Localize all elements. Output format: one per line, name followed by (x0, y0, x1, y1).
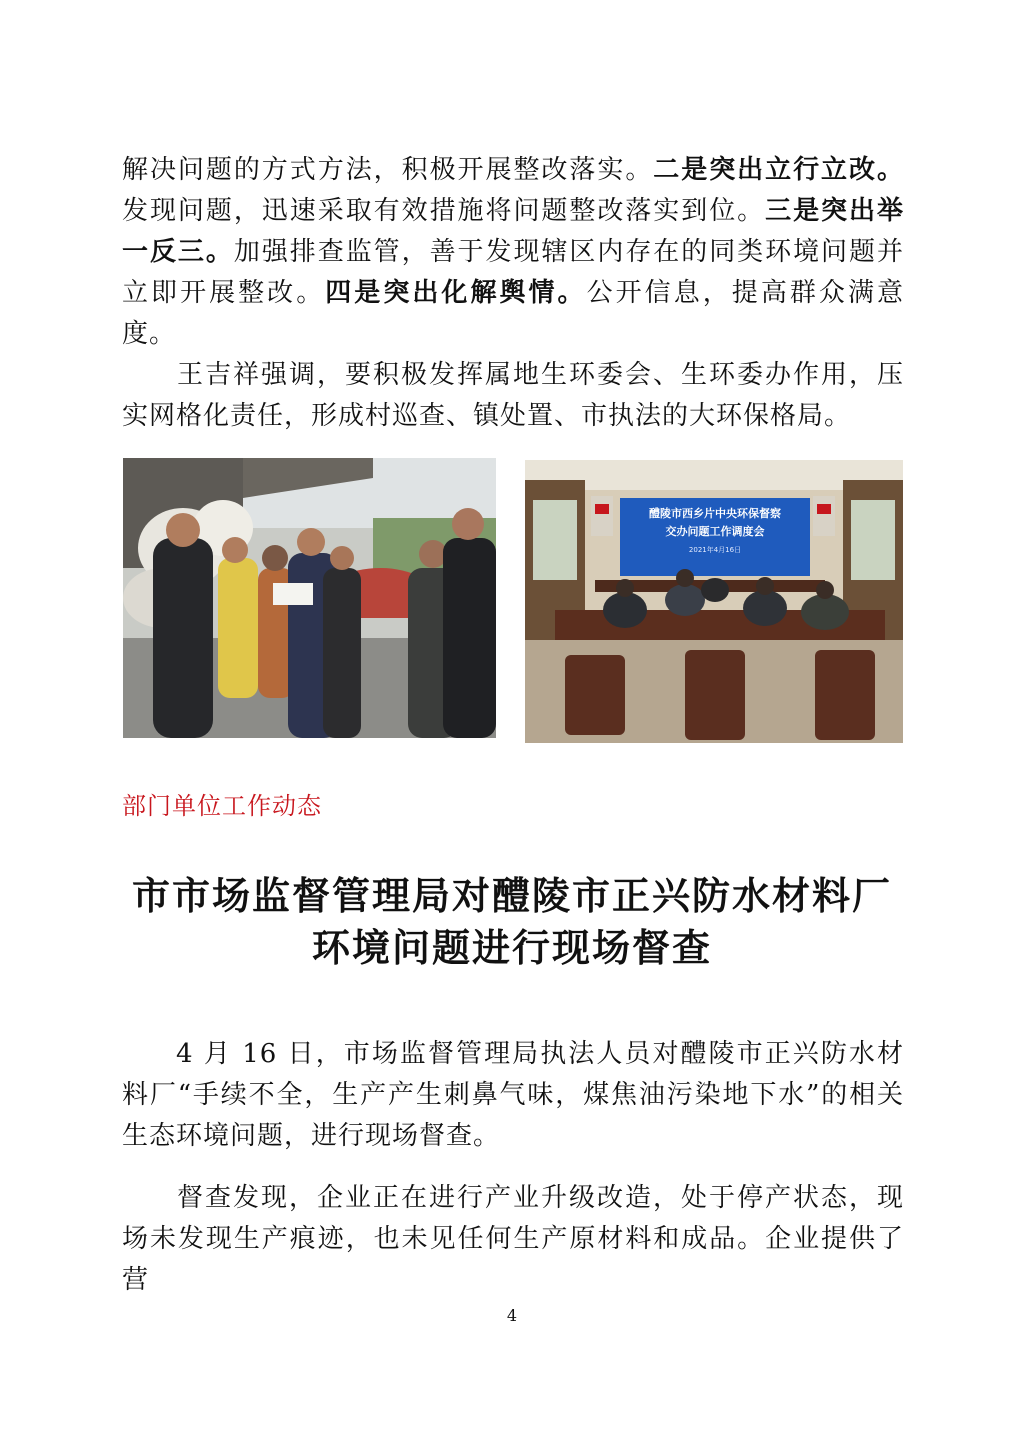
paragraph-rectification (122, 150, 904, 355)
bold-point-2: 二是突出立行立改。 (653, 155, 904, 185)
section-label: 部门单位工作动态 (122, 792, 322, 820)
paragraph-text: 发现问题，迅速采取有效措施将问题整改落实到位。 (122, 196, 766, 226)
paragraph-text: 王吉祥强调，要积极发挥属地生环委会、生环委办作用，压实网格化责任，形成村巡查、镇处置、市执法的大环保格局。 (122, 360, 904, 431)
paragraph-text: 公开信息，提高群众满意度。 (122, 278, 904, 349)
bold-point-4: 四是突出化解舆情。 (325, 278, 587, 308)
paragraph-text: 解决问题的方式方法，积极开展整改落实。 (122, 155, 654, 185)
paragraph-text: 督查发现，企业正在进行产业升级改造，处于停产状态，现场未发现生产痕迹，也未见任何生产原材料和成品。企业提供了营 (122, 1183, 904, 1295)
site-inspection-illustration (123, 458, 496, 738)
paragraph-text: 加强排查监管，善于发现辖区内存在的同类环境问题并立即开展整改。 (122, 237, 904, 308)
article-headline-line-1: 市市场监督管理局对醴陵市正兴防水材料厂 (131, 873, 892, 918)
site-inspection-photo (123, 458, 496, 738)
paragraph-inspection-findings (122, 1178, 904, 1301)
meeting-illustration (525, 460, 903, 743)
screen-banner-line-1: 醴陵市西乡片中央环保督察 (649, 507, 781, 520)
article-headline-line-2: 环境问题进行现场督查 (311, 925, 712, 970)
screen-banner-line-2: 交办问题工作调度会 (665, 525, 765, 538)
meeting-photo (525, 460, 903, 743)
paragraph-inspection-intro (122, 1034, 904, 1157)
bold-point-3: 三是突出举一反三。 (122, 196, 904, 267)
page-number: 4 (506, 1306, 518, 1325)
paragraph-text: 4 月 16 日，市场监督管理局执法人员对醴陵市正兴防水材料厂“手续不全，生产产生刺鼻气味，煤焦油污染地下水”的相关生态环境问题，进行现场督查。 (122, 1039, 904, 1151)
paragraph-emphasis (122, 355, 904, 437)
screen-banner-date: 2021年4月16日 (688, 546, 742, 554)
